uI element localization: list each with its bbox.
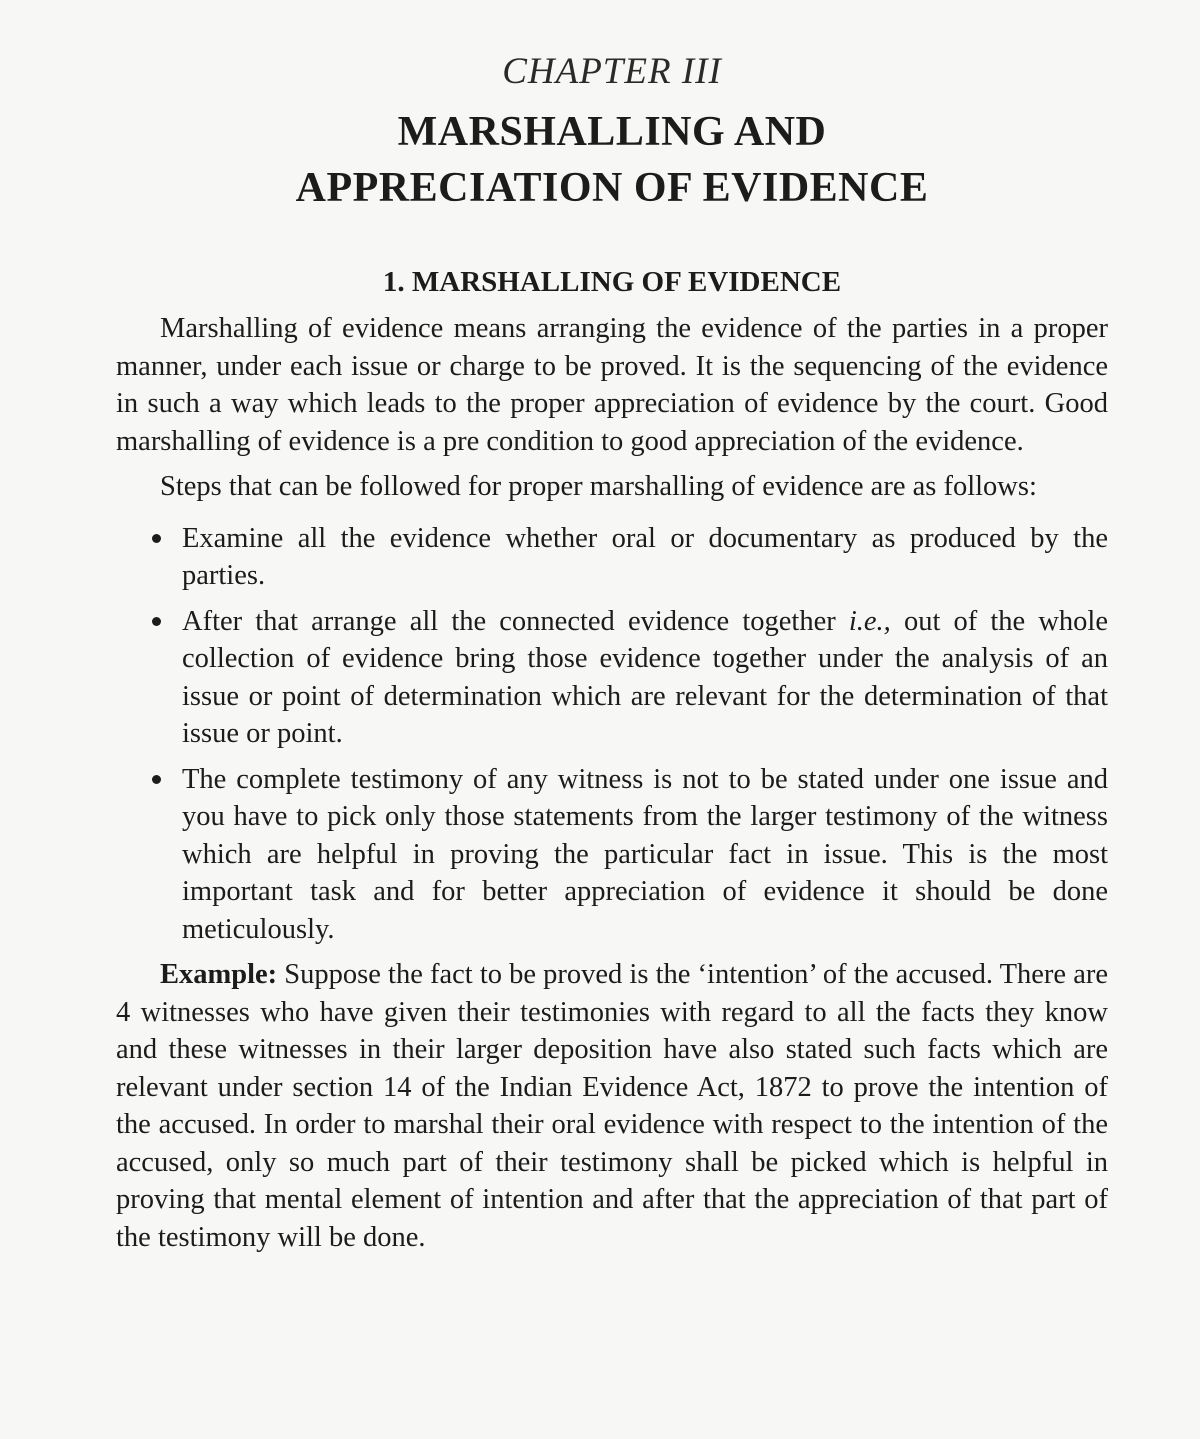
bullet-icon xyxy=(152,617,161,626)
steps-list xyxy=(116,520,1108,949)
step-text: Examine all the evidence whether oral or documentary as produced by the parties. xyxy=(182,522,1108,591)
chapter-title-line-2: APPRECIATION OF EVIDENCE xyxy=(295,165,929,211)
step-text-after: out of the whole collection of evidence bring those evidence together under the analysis of an issue or point of determination which are relevant for the determination of that issue or point. xyxy=(182,605,1108,749)
chapter-title-line-1: MARSHALLING AND xyxy=(397,109,827,155)
section-heading: 1. MARSHALLING OF EVIDENCE xyxy=(382,266,842,298)
example-paragraph xyxy=(116,956,1108,1256)
chapter-title xyxy=(116,104,1108,216)
step-text: The complete testimony of any witness is not to be stated under one issue and you have to pick only those statements from the larger testimony of the witness which are helpful in proving the particular fact in issue. This is the most important task and for better appreciation of evidence it should be done meticulously. xyxy=(182,763,1108,945)
list-item xyxy=(182,603,1108,753)
step-text-before: After that arrange all the connected evidence together xyxy=(182,605,849,637)
intro-paragraph: Marshalling of evidence means arranging the evidence of the parties in a proper manner, under each issue or charge to be proved. It is the sequencing of the evidence in such a way which leads to the proper appreciation of evidence by the court. Good marshalling of evidence is a pre condition to good appreciation of the evidence. xyxy=(116,313,1108,457)
list-item xyxy=(182,761,1108,949)
steps-intro-paragraph: Steps that can be followed for proper marshalling of evidence are as follows: xyxy=(160,471,1037,502)
example-label: Example: xyxy=(160,959,278,990)
example-text: Suppose the fact to be proved is the ‘intention’ of the accused. There are 4 witnesses who have given their testimonies with regard to all the facts they know and these witnesses in their larger deposition have also stated such facts which are relevant under section 14 of the Indian Evidence Act, 1872 to prove the intention of the accused. In order to marshal their oral evidence with respect to the intention of the accused, only so much part of their testimony shall be picked which is helpful in proving that mental element of intention and after that the appreciation of that part of the testimony will be done. xyxy=(116,959,1108,1253)
list-item xyxy=(182,520,1108,595)
step-text-italic: i.e., xyxy=(848,605,891,637)
bullet-icon xyxy=(152,775,161,784)
bullet-icon xyxy=(152,534,161,543)
chapter-label: CHAPTER III xyxy=(502,51,722,92)
